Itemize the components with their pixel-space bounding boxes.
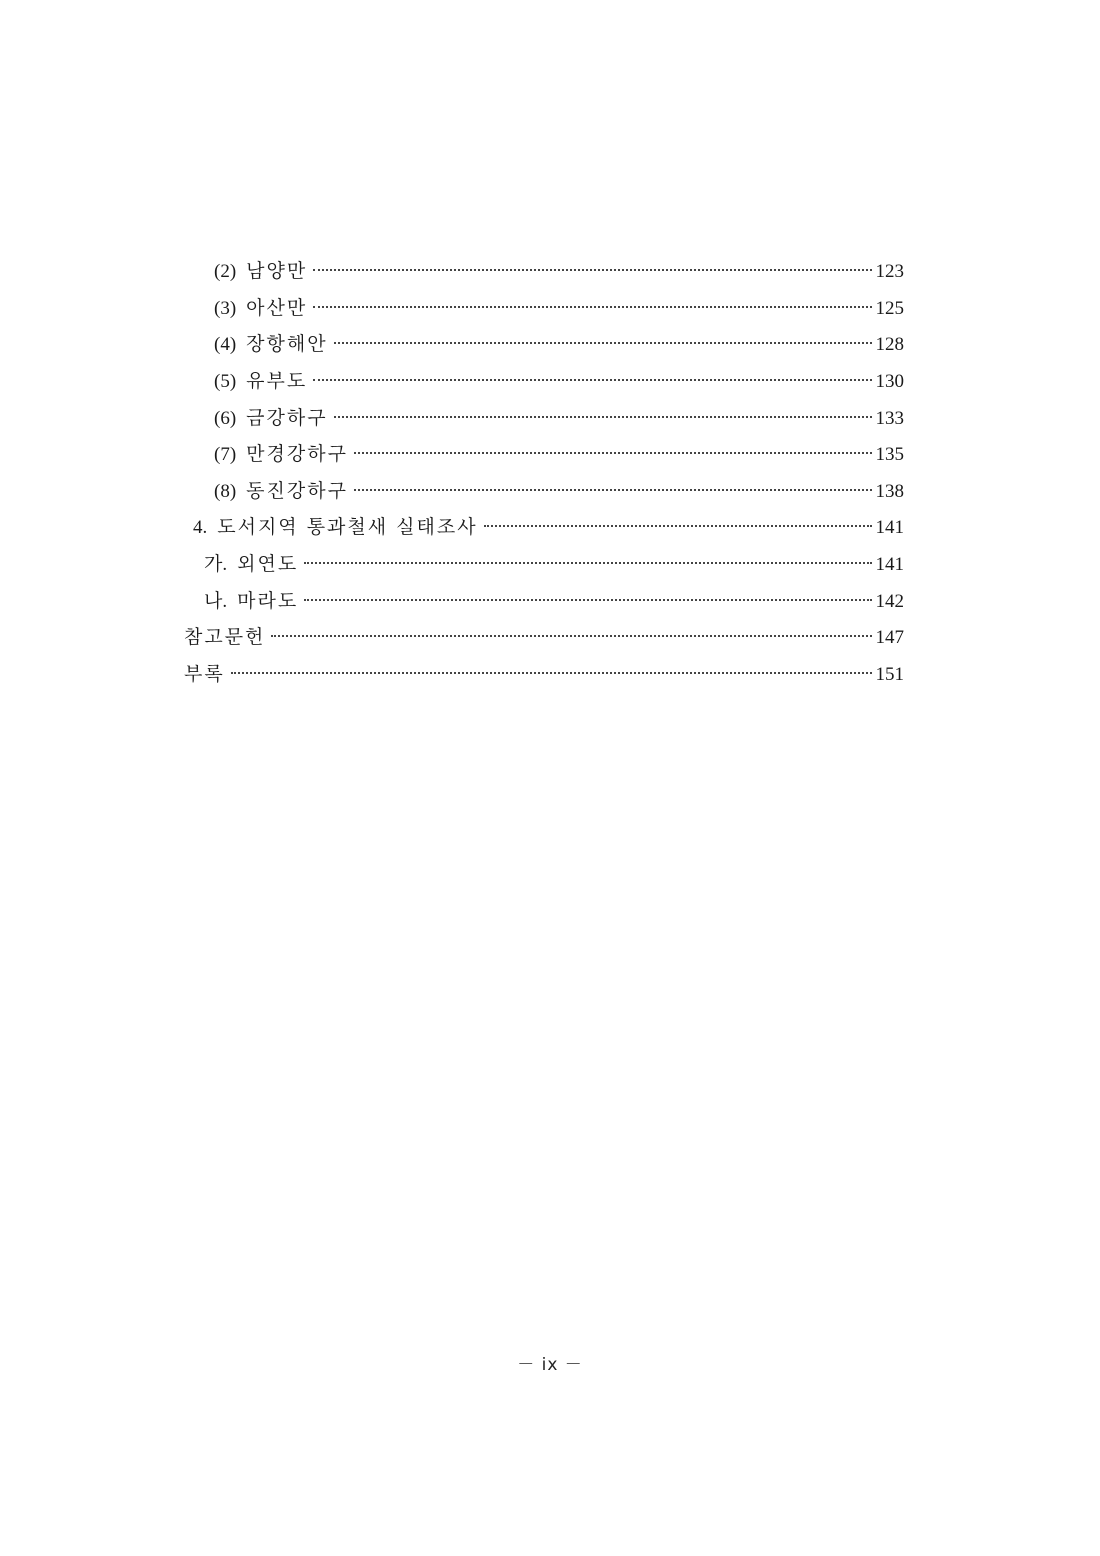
toc-entry [184, 656, 904, 692]
toc-entry-number: (5) [214, 371, 237, 392]
toc-entry-label [204, 546, 298, 583]
toc-entry-page: 138 [875, 481, 904, 502]
toc-entry-title: 금강하구 [246, 407, 328, 429]
toc-entry-label [214, 473, 348, 510]
toc-entry-label [214, 253, 307, 290]
toc-entry-title: 아산만 [246, 297, 308, 319]
dot-leader [313, 269, 871, 271]
toc-entry-title: 외연도 [237, 553, 299, 575]
toc-entry-number: (7) [214, 444, 237, 465]
toc-entry-number: (6) [214, 408, 237, 429]
dot-leader [484, 525, 872, 527]
toc-entry-page: 135 [875, 444, 904, 465]
toc-entry [214, 400, 904, 436]
toc-entry-number: 4. [193, 517, 208, 538]
dot-leader [354, 489, 872, 491]
toc-entry-label [214, 363, 307, 400]
toc-entry-label [214, 290, 307, 327]
toc-entry-label [184, 619, 265, 655]
toc-entry [204, 546, 904, 582]
toc-entry [193, 509, 904, 545]
toc-entry [214, 326, 904, 362]
toc-entry [214, 436, 904, 472]
toc-entry-title: 마라도 [237, 590, 299, 612]
toc-entry-title: 남양만 [246, 260, 308, 282]
page-number: － ix － [517, 1355, 583, 1375]
toc-entry-title: 도서지역 통과철새 실태조사 [217, 516, 478, 538]
dot-leader [231, 672, 872, 674]
toc-entry-title: 참고문헌 [184, 626, 266, 648]
toc-entry-page: 133 [875, 408, 904, 429]
toc-entry-number: (8) [214, 481, 237, 502]
toc-entry-title: 부록 [184, 663, 225, 685]
toc-entry-page: 130 [875, 371, 904, 392]
toc-entry-number: (4) [214, 334, 237, 355]
toc-entry-label [214, 400, 328, 437]
toc-entry-label [193, 509, 478, 546]
toc-entry-number: 가. [204, 554, 228, 575]
toc-entry-page: 141 [875, 517, 904, 538]
toc-entry-number: (2) [214, 261, 237, 282]
toc-entry-label [214, 326, 328, 363]
toc-entry-page: 147 [875, 627, 904, 648]
dot-leader [334, 416, 872, 418]
toc-entry-page: 151 [875, 664, 904, 685]
dot-leader [313, 379, 871, 381]
toc-entry-page: 123 [875, 261, 904, 282]
toc-entry-title: 동진강하구 [246, 480, 348, 502]
dot-leader [313, 306, 871, 308]
toc-entry-label [184, 656, 225, 692]
toc-entry-number: (3) [214, 298, 237, 319]
toc-entry-page: 142 [875, 591, 904, 612]
toc-entry [214, 473, 904, 509]
toc-entry-title: 유부도 [246, 370, 308, 392]
dot-leader [304, 599, 871, 601]
toc-entry [214, 363, 904, 399]
toc-entry-page: 141 [875, 554, 904, 575]
toc-entry [214, 290, 904, 326]
toc-entry-label [204, 583, 298, 620]
toc-entry [214, 253, 904, 289]
toc-entry-page: 128 [875, 334, 904, 355]
toc-entry-title: 장항해안 [246, 333, 328, 355]
dot-leader [354, 452, 872, 454]
toc-entry-title: 만경강하구 [246, 443, 348, 465]
toc-entry-label [214, 436, 348, 473]
toc-entry-number: 나. [204, 591, 228, 612]
toc-entry [204, 583, 904, 619]
dot-leader [304, 562, 871, 564]
toc-entry [184, 619, 904, 655]
dot-leader [334, 342, 872, 344]
toc-entry-page: 125 [875, 298, 904, 319]
dot-leader [271, 635, 871, 637]
